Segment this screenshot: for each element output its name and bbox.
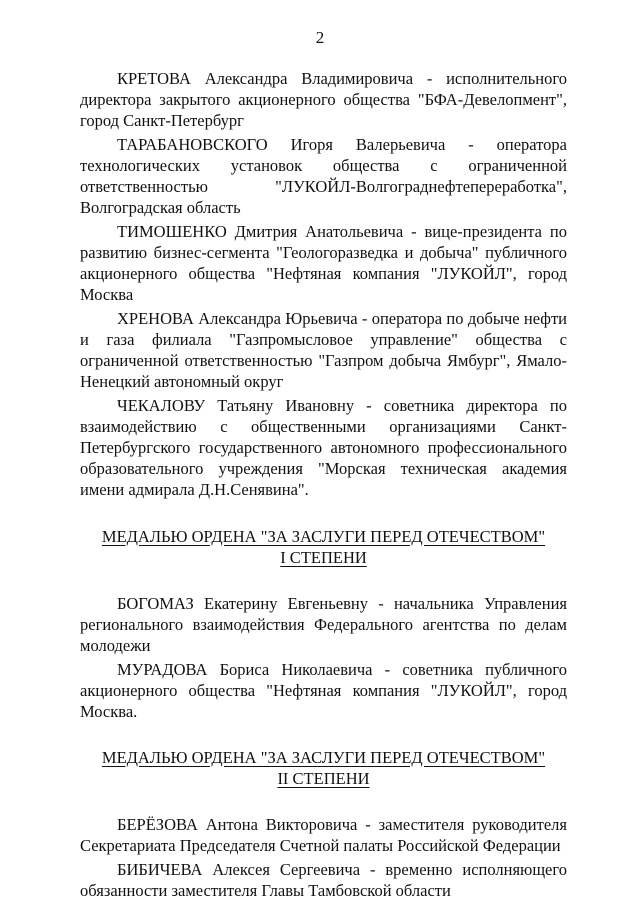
medal-first-degree-heading-line1: МЕДАЛЬЮ ОРДЕНА "ЗА ЗАСЛУГИ ПЕРЕД ОТЕЧЕСТВОМ" (101, 527, 546, 546)
award-entry-muradov: МУРАДОВА Бориса Николаевича - советника публичного акционерного общества "Нефтяная компания "ЛУКОЙЛ", город Москва. (80, 660, 567, 721)
award-entry-berezov: БЕРЁЗОВА Антона Викторовича - заместителя руководителя Секретариата Председателя Счетной палаты Российской Федерации (80, 815, 567, 855)
award-entry-kretov: КРЕТОВА Александра Владимировича - исполнительного директора закрытого акционерного общества "БФА-Девелопмент", город Санкт-Петербург (80, 69, 567, 130)
award-entry-bibichev: БИБИЧЕВА Алексея Сергеевича - временно исполняющего обязанности заместителя Главы Тамбовской области (80, 860, 567, 900)
medal-first-degree-heading-line2: I СТЕПЕНИ (280, 548, 367, 567)
medal-second-degree-heading-line1: МЕДАЛЬЮ ОРДЕНА "ЗА ЗАСЛУГИ ПЕРЕД ОТЕЧЕСТВОМ" (101, 748, 546, 767)
award-entry-bogomaz: БОГОМАЗ Екатерину Евгеньевну - начальника Управления регионального взаимодействия Федерального агентства по делам молодежи (80, 594, 567, 655)
award-entry-timoshenko: ТИМОШЕНКО Дмитрия Анатольевича - вице-президента по развитию бизнес-сегмента "Геологоразведка и добыча" публичного акционерного общества "Нефтяная компания "ЛУКОЙЛ", город Москва (80, 222, 567, 304)
page-number: 2 (315, 28, 325, 47)
document-body (80, 68, 567, 904)
award-entry-khrenov: ХРЕНОВА Александра Юрьевича - оператора по добыче нефти и газа филиала "Газпромысловое управление" общества с ограниченной ответственностью "Газпром добыча Ямбург", Ямало-Ненецкий автономный округ (80, 309, 567, 391)
medal-second-degree-heading (80, 747, 567, 789)
award-entry-chekalova: ЧЕКАЛОВУ Татьяну Ивановну - советника директора по взаимодействию с общественными организациями Санкт-Петербургского государственного автономного профессионального образовательного учреждения "Морская техническая академия имени адмирала Д.Н.Сенявина". (80, 396, 567, 499)
award-entry-tarabanovsky: ТАРАБАНОВСКОГО Игоря Валерьевича - оператора технологических установок общества с ограниченной ответственностью "ЛУКОЙЛ-Волгограднефтепереработка", Волгоградская область (80, 135, 567, 217)
medal-first-degree-heading (80, 526, 567, 568)
medal-second-degree-heading-line2: II СТЕПЕНИ (277, 769, 370, 788)
